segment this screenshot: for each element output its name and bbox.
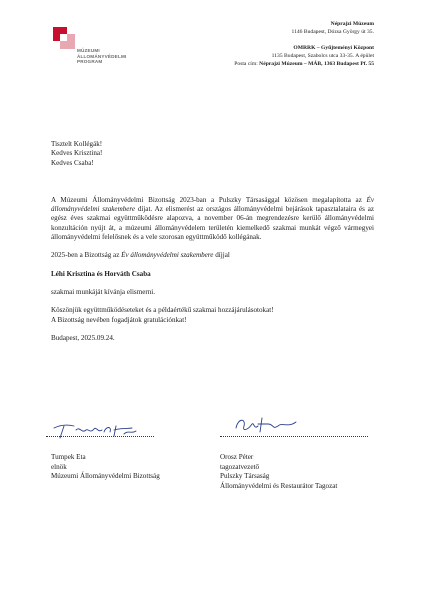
logo-line-1: MÚZEUMI — [77, 48, 100, 53]
paragraph-recognition: szakmai munkáját kívánja elismerni. — [51, 287, 156, 296]
signature-block-right — [220, 453, 337, 491]
award-name: Év állományvédelmi szakembere — [51, 195, 374, 214]
salutation-line-3: Kedves Csaba! — [51, 158, 94, 167]
salutation — [51, 140, 374, 168]
logo-text — [77, 48, 126, 65]
center-address: 1135 Budapest, Szabolcs utca 33-35. A épület — [271, 53, 374, 59]
salutation-line-2: Kedves Krisztina! — [51, 149, 103, 158]
postal-address — [234, 60, 374, 68]
logo-line-2: ÁLLOMÁNYVÉDELMI — [77, 53, 127, 59]
signature-block-left — [51, 453, 160, 482]
center-name: OMRRK – Gyűjteményi Központ — [293, 45, 374, 51]
paragraph-thanks — [51, 306, 374, 325]
museum-program-logo — [50, 24, 165, 68]
signer-left-title: elnök — [51, 462, 67, 471]
signer-right-org-1: Pulszky Társaság — [220, 472, 270, 481]
postal-prefix: Posta cím: — [234, 61, 260, 67]
paragraph-award-intro: A Múzeumi Állományvédelmi Bizottság 2023-ban a Pulszky Társasággal közösen megalapította az Év állományvédelmi szakembere díjat. Az elismerést az országos állományvédelmi bejárások tapasztalataira és az egész éves szakmai együttműködésre alapozva, a november 06-án megrendezésre kerülő állományvédelmi konzultáción nyújt át, a múzeumi állományvédelem területén kiemelkedő szakmai munkát végző vármegyei állományvédelmi felelősnek és a vele szorosan együttműködő kollégának. — [51, 195, 375, 242]
paragraph-award-2025: 2025-ben a Bizottság az Év állományvédelmi szakembere díjjal — [51, 251, 230, 260]
signature-left-icon — [40, 420, 150, 442]
signer-right-org-2: Állományvédelmi és Restaurátor Tagozat — [220, 481, 338, 490]
signer-right-title: tagozatvezető — [220, 462, 259, 471]
signer-right-name: Orosz Péter — [220, 453, 254, 461]
signer-left-org: Múzeumi Állományvédelmi Bizottság — [51, 472, 160, 481]
letter-body — [51, 140, 374, 343]
org-name: Néprajzi Múzeum — [330, 21, 374, 27]
logo-mark-icon — [53, 27, 75, 49]
recipients: Léhi Krisztina és Horváth Csaba — [51, 269, 151, 278]
signer-left-name: Tumpek Eta — [51, 453, 86, 461]
logo-line-3: PROGRAM — [77, 59, 103, 65]
award-name-2: Év állományvédelmi szakembere — [121, 251, 214, 260]
org-address: 1146 Budapest, Dózsa György út 35. — [291, 29, 374, 35]
thanks-line-2: A Bizottság nevében fogadjátok gratulációnkat! — [51, 315, 187, 324]
thanks-line-1: Köszönjük együttműködéseteket és a példaértékű szakmai hozzájárulásotokat! — [51, 306, 274, 315]
signature-line-right — [220, 436, 368, 437]
signature-line-left — [46, 436, 154, 437]
salutation-line-1: Tisztelt Kollégák! — [51, 140, 103, 148]
letter-date: Budapest, 2025.09.24. — [51, 333, 115, 342]
postal-value: Néprajzi Múzeum – MÁB, 1363 Budapest Pf. 55 — [259, 61, 374, 67]
signature-right-icon — [228, 414, 308, 438]
letterhead-address — [234, 20, 374, 68]
